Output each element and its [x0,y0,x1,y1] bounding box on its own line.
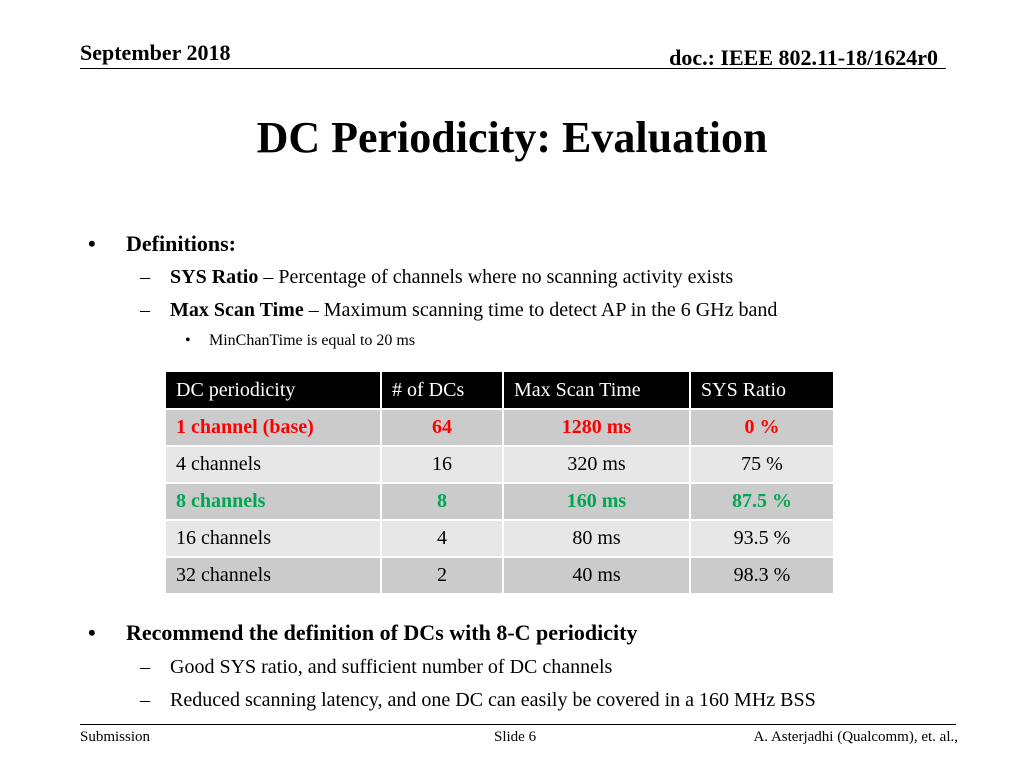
table-cell: 1280 ms [503,409,690,446]
recommendation-item [140,689,816,712]
header-doc-id: doc.: IEEE 802.11-18/1624r0 [669,45,938,70]
table-cell: 80 ms [503,520,690,557]
recommendation-heading: Recommend the definition of DCs with 8-C periodicity [126,620,638,645]
definition-text: – Maximum scanning time to detect AP in the 6 GHz band [303,299,778,321]
header-rule [80,68,946,69]
table-cell: 93.5 % [690,520,834,557]
table-cell: 1 channel (base) [166,409,381,446]
table-cell: 2 [381,557,503,594]
table-row [166,483,834,520]
table-cell: 75 % [690,446,834,483]
table-cell: 160 ms [503,483,690,520]
table-cell: 32 channels [166,557,381,594]
table-row [166,409,834,446]
definition-note-text: MinChanTime is equal to 20 ms [209,332,416,349]
definition-item [140,299,778,322]
slide-title: DC Periodicity: Evaluation [256,113,768,162]
definitions-bullet [88,231,236,257]
definition-item [140,266,734,289]
dash-icon: – [140,656,150,678]
footer-slide-number: Slide 6 [494,729,537,745]
footer-author: A. Asterjadhi (Qualcomm), et. al., [753,729,958,745]
table-row [166,557,834,594]
definition-term: Max Scan Time [170,299,304,321]
column-header: # of DCs [381,372,503,409]
column-header: SYS Ratio [690,372,834,409]
dash-icon: – [140,299,150,321]
recommendation-text: Good SYS ratio, and sufficient number of DC channels [170,656,613,678]
bullet-icon: • [88,620,96,645]
footer-rule [80,724,956,725]
dash-icon: – [140,266,150,288]
bullet-icon: • [88,231,96,256]
column-header: Max Scan Time [503,372,690,409]
dash-icon: – [140,689,150,711]
table-cell: 8 channels [166,483,381,520]
column-header: DC periodicity [166,372,381,409]
table-cell: 8 [381,483,503,520]
table-cell: 98.3 % [690,557,834,594]
header-date: September 2018 [80,40,231,65]
dc-periodicity-table [166,372,835,595]
definition-text: – Percentage of channels where no scanning activity exists [258,266,734,288]
table-cell: 320 ms [503,446,690,483]
table-row [166,520,834,557]
definitions-heading: Definitions: [126,231,236,256]
table-cell: 87.5 % [690,483,834,520]
recommendation-text: Reduced scanning latency, and one DC can easily be covered in a 160 MHz BSS [170,689,816,711]
recommendation-bullet [88,620,638,646]
definition-note [185,332,416,350]
table-cell: 40 ms [503,557,690,594]
table-cell: 4 channels [166,446,381,483]
bullet-icon: • [185,332,191,349]
definition-term: SYS Ratio [170,266,259,288]
table-cell: 0 % [690,409,834,446]
table-cell: 16 channels [166,520,381,557]
table-row [166,446,834,483]
footer-submission: Submission [80,729,151,745]
table-header-row [166,372,834,409]
table-cell: 16 [381,446,503,483]
recommendation-item [140,656,613,679]
table-cell: 4 [381,520,503,557]
table-cell: 64 [381,409,503,446]
